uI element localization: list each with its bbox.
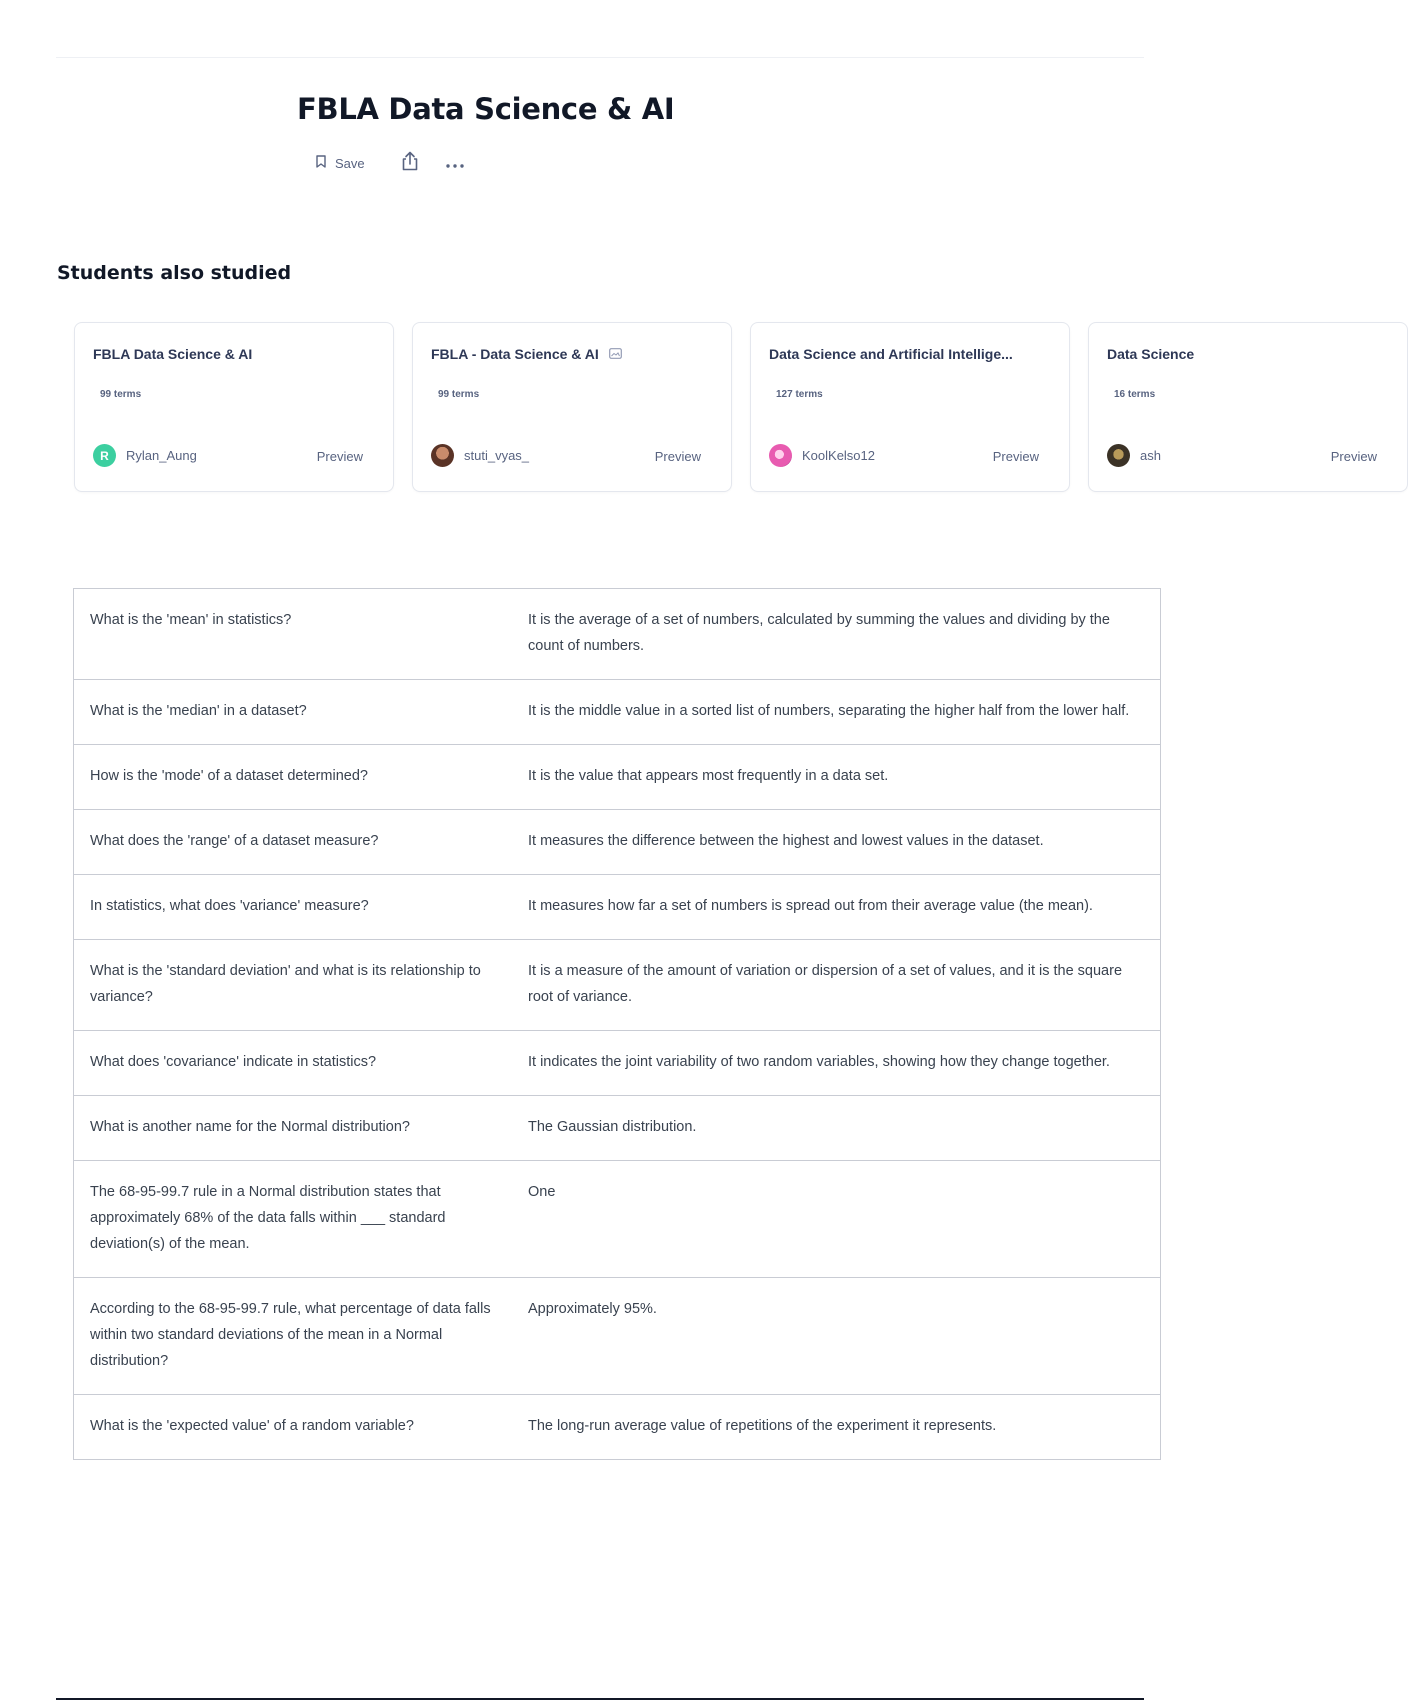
- related-sets-track: [74, 322, 1377, 492]
- save-label: Save: [335, 155, 365, 171]
- term-answer: It indicates the joint variability of two random variables, showing how they change together.: [528, 1054, 1110, 1070]
- share-button[interactable]: [401, 151, 419, 176]
- term-answer: The long-run average value of repetitions of the experiment it represents.: [528, 1418, 997, 1434]
- image-icon: [609, 346, 622, 362]
- table-row: [74, 874, 1160, 939]
- term-answer: Approximately 95%.: [528, 1301, 657, 1317]
- card-title-text: FBLA - Data Science & AI: [431, 346, 599, 362]
- table-row: [74, 679, 1160, 744]
- term-answer: It measures how far a set of numbers is spread out from their average value (the mean).: [528, 898, 1093, 914]
- card-term-count: 127 terms: [776, 389, 823, 400]
- table-row: [74, 589, 1160, 679]
- term-question: What is another name for the Normal distribution?: [90, 1119, 410, 1135]
- term-question: According to the 68-95-99.7 rule, what percentage of data falls within two standard deviations of the mean in a Normal distribution?: [90, 1301, 491, 1369]
- term-answer: It is a measure of the amount of variation or dispersion of a set of values, and it is the square root of variance.: [528, 963, 1123, 1005]
- avatar: R: [93, 444, 116, 467]
- table-row: [74, 809, 1160, 874]
- term-answer: It is the average of a set of numbers, calculated by summing the values and dividing by the count of numbers.: [528, 612, 1110, 654]
- term-question: In statistics, what does 'variance' measure?: [90, 898, 369, 914]
- save-button[interactable]: [316, 155, 365, 171]
- term-answer: It is the value that appears most frequently in a data set.: [528, 768, 889, 784]
- term-answer: One: [528, 1184, 556, 1200]
- avatar: [769, 444, 792, 467]
- more-options-button[interactable]: [445, 154, 465, 172]
- term-question: What does 'covariance' indicate in statistics?: [90, 1054, 377, 1070]
- related-set-card[interactable]: [74, 322, 394, 492]
- term-question: How is the 'mode' of a dataset determined?: [90, 768, 368, 784]
- avatar: [1107, 444, 1130, 467]
- author-name: stuti_vyas_: [464, 448, 530, 463]
- table-row: [74, 1277, 1160, 1394]
- table-row: [74, 744, 1160, 809]
- set-actions: [316, 152, 465, 174]
- term-question: What does the 'range' of a dataset measure?: [90, 833, 379, 849]
- table-row: [74, 1095, 1160, 1160]
- card-title-text: FBLA Data Science & AI: [93, 346, 253, 362]
- term-question: What is the 'standard deviation' and what is its relationship to variance?: [90, 963, 481, 1005]
- preview-button[interactable]: Preview: [316, 449, 363, 464]
- card-term-count: 99 terms: [100, 389, 142, 400]
- card-author[interactable]: [93, 444, 197, 467]
- term-question: What is the 'expected value' of a random variable?: [90, 1418, 414, 1434]
- related-set-card[interactable]: [750, 322, 1070, 492]
- preview-button[interactable]: Preview: [1330, 449, 1377, 464]
- set-title: FBLA Data Science & AI: [297, 92, 675, 126]
- card-author[interactable]: [431, 444, 529, 467]
- avatar: [431, 444, 454, 467]
- term-question: What is the 'median' in a dataset?: [90, 703, 307, 719]
- card-author[interactable]: [1107, 444, 1161, 467]
- card-title: [431, 346, 622, 362]
- author-name: ash: [1140, 448, 1161, 463]
- card-title-text: Data Science and Artificial Intellige...: [769, 346, 1013, 362]
- table-row: [74, 1160, 1160, 1277]
- card-author[interactable]: [769, 444, 875, 467]
- card-term-count: 99 terms: [438, 389, 480, 400]
- related-set-card[interactable]: [412, 322, 732, 492]
- table-row: [74, 939, 1160, 1030]
- card-title: [769, 346, 1013, 362]
- ellipsis-icon: [445, 154, 465, 172]
- card-title: [1107, 346, 1194, 362]
- card-title-text: Data Science: [1107, 346, 1195, 362]
- terms-table: [73, 588, 1161, 1460]
- preview-button[interactable]: Preview: [992, 449, 1039, 464]
- table-row: [74, 1030, 1160, 1095]
- author-name: KoolKelso12: [802, 448, 875, 463]
- share-icon: [401, 151, 419, 176]
- related-sets-carousel[interactable]: [74, 322, 1377, 492]
- preview-button[interactable]: Preview: [654, 449, 701, 464]
- term-answer: It measures the difference between the highest and lowest values in the dataset.: [528, 833, 1044, 849]
- author-name: Rylan_Aung: [126, 448, 197, 463]
- related-set-card[interactable]: [1088, 322, 1408, 492]
- term-question: What is the 'mean' in statistics?: [90, 612, 292, 628]
- bookmark-icon: [316, 155, 326, 171]
- top-divider: [56, 57, 1144, 58]
- students-also-studied-heading: Students also studied: [57, 262, 292, 284]
- term-question: The 68-95-99.7 rule in a Normal distribution states that approximately 68% of the data falls within ___ standard deviation(s) of the mean.: [90, 1184, 446, 1252]
- card-title: [93, 346, 252, 362]
- card-term-count: 16 terms: [1114, 389, 1156, 400]
- table-row: [74, 1394, 1160, 1459]
- term-answer: The Gaussian distribution.: [528, 1119, 697, 1135]
- term-answer: It is the middle value in a sorted list of numbers, separating the higher half from the lower half.: [528, 703, 1130, 719]
